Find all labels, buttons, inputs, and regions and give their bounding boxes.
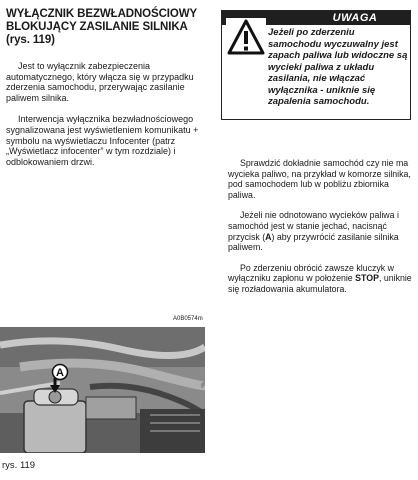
signal-paragraph: Interwencja wyłącznika bezwładnościowego sygnalizowana jest wyświetleniem komunikatu + symbolu na wyświetlaczu Infocenter (patrz „Wyświetlacz infocenter” w tym rozdziale) i odblokowaniem drzwi.	[6, 114, 199, 167]
figure-label-a: A	[56, 367, 64, 379]
intro-paragraph: Jest to wyłącznik zabezpieczenia automatycznego, który włącza się w przypadku zderzenia samochodu, przerywając zasilanie paliwem silnika.	[6, 61, 194, 103]
figure-code: A0B0574m	[173, 316, 203, 322]
reset-button-label: A	[265, 231, 272, 242]
warning-title: UWAGA	[332, 12, 378, 24]
reset-paragraph	[228, 210, 412, 252]
figure-caption: rys. 119	[2, 460, 36, 471]
warning-triangle-icon	[226, 18, 266, 56]
reset-text-2: ) aby przywrócić zasilanie silnika paliwem.	[228, 231, 399, 253]
warning-text	[268, 27, 408, 108]
section-title	[6, 8, 206, 47]
right-column	[228, 158, 412, 295]
stop-label: STOP	[355, 273, 379, 284]
title-line-2: BLOKUJĄCY ZASILANIE SILNIKA	[6, 21, 188, 33]
warning-text-end: włączać wyłącznika - uniknie się zapalenia samochodu.	[268, 73, 376, 107]
key-text-1: Po zderzeniu obrócić zawsze kluczyk w wyłączniku zapłonu w położenie	[228, 262, 395, 284]
engine-bay-figure	[0, 327, 205, 453]
key-text-2: , uniknie się rozładowania akumulatora.	[228, 273, 412, 294]
key-paragraph	[228, 263, 412, 295]
title-line-3: (rys. 119)	[6, 34, 55, 46]
title-line-1: WYŁĄCZNIK BEZWŁADNOŚCIOWY	[6, 8, 198, 20]
left-column	[6, 8, 206, 167]
warning-box	[221, 10, 411, 120]
reset-text-1: Jeżeli nie odnotowano wycieków paliwa i samochód jest w stanie jechać, nacisnąć przycisk (	[228, 210, 399, 242]
check-paragraph: Sprawdzić dokładnie samochód czy nie ma wycieka paliwo, na przykład w komorze silnika, pod samochodem lub w pobliżu zbiornika paliwa.	[228, 158, 411, 200]
warning-text-start: Jeżeli po zderzeniu samochodu wyczuwalny jest zapach paliwa lub widoczne są wycieki paliwa z układu zasilania, nie	[268, 27, 408, 84]
